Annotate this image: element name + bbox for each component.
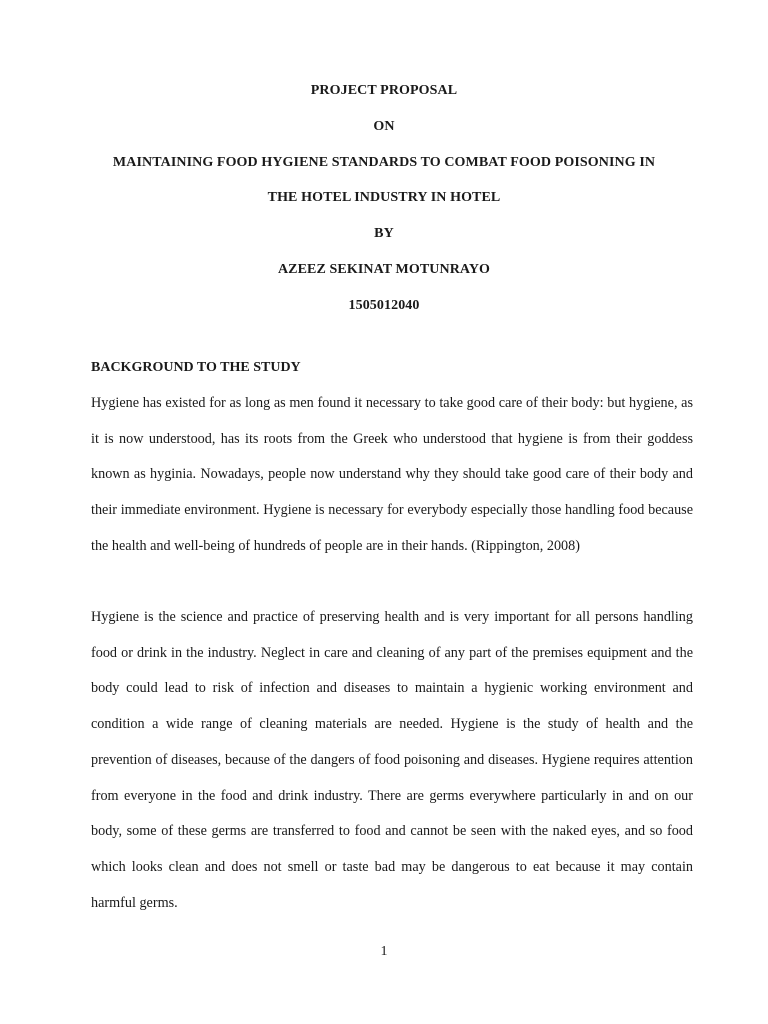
title-line-topic: MAINTAINING FOOD HYGIENE STANDARDS TO COMBAT FOOD POISONING IN — [112, 154, 656, 170]
title-line-on: ON — [373, 118, 395, 134]
title-line-proposal: PROJECT PROPOSAL — [310, 83, 458, 98]
body-paragraph-1: Hygiene has existed for as long as men found it necessary to take good care of their body: but hygiene, as it is now understood, has its roots from the Greek who understood that hygiene is from their goddess known as hyginia. Nowadays, people now understand why they should take good care of their body and their immediate environment. Hygiene is necessary for everybody especially those handling food because the health and well-being of hundreds of people are in their hands. (Rippington, 2008) — [91, 395, 693, 554]
title-block — [0, 73, 768, 324]
body-paragraph-2: Hygiene is the science and practice of preserving health and is very important for all persons handling food or drink in the industry. Neglect in care and cleaning of any part of the premises equipment and the body could lead to risk of infection and diseases to maintain a hygienic working environment and condition a wide range of cleaning materials are needed. Hygiene is the study of health and the prevention of diseases, because of the dangers of food poisoning and diseases. Hygiene requires attention from everyone in the food and drink industry. There are germs everywhere particularly in and on our body, some of these germs are transferred to food and cannot be seen with the naked eyes, and so food which looks clean and does not smell or taste bad may be dangerous to eat because it may contain harmful germs. — [91, 609, 693, 911]
title-line-by: BY — [374, 226, 394, 242]
section-heading-background: BACKGROUND TO THE STUDY — [91, 360, 301, 375]
page-number: 1 — [380, 944, 388, 959]
student-id: 1505012040 — [348, 297, 420, 313]
title-line-topic-continued: THE HOTEL INDUSTRY IN HOTEL — [267, 190, 501, 206]
author-name: AZEEZ SEKINAT MOTUNRAYO — [277, 261, 491, 277]
